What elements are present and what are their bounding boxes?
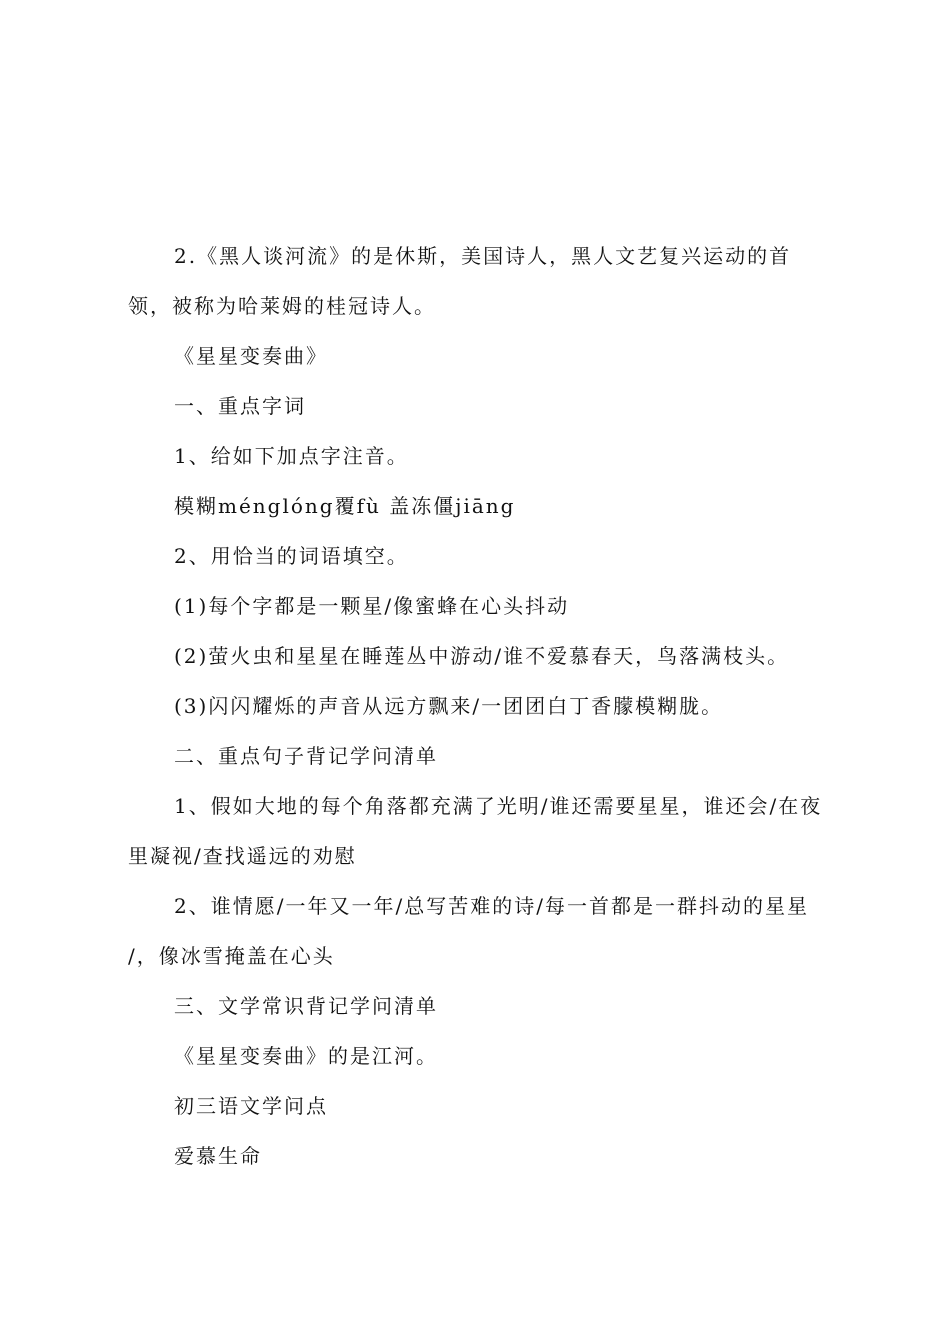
question-line: 2、用恰当的词语填空。 (174, 544, 409, 568)
paragraph-line: 领，被称为哈莱姆的桂冠诗人。 (128, 294, 436, 318)
question-line: 1、给如下加点字注音。 (174, 444, 409, 468)
paragraph-line: 2、谁情愿/一年又一年/总写苦难的诗/每一首都是一群抖动的星星 (174, 894, 809, 918)
paragraph-line: 里凝视/查找遥远的劝慰 (128, 844, 357, 868)
section-title: 《星星变奏曲》 (174, 344, 328, 368)
answer-line: (1)每个字都是一颗星/像蜜蜂在心头抖动 (174, 594, 570, 618)
section-heading: 三、文学常识背记学问清单 (174, 994, 438, 1018)
section-title: 爱慕生命 (174, 1144, 262, 1168)
paragraph-line: 2.《黑人谈河流》的是休斯，美国诗人，黑人文艺复兴运动的首 (174, 244, 792, 268)
answer-line: (2)萤火虫和星星在睡莲丛中游动/谁不爱慕春天，鸟落满枝头。 (174, 644, 790, 668)
section-heading: 二、重点句子背记学问清单 (174, 744, 438, 768)
answer-line: (3)闪闪耀烁的声音从远方飘来/一团团白丁香朦模糊胧。 (174, 694, 724, 718)
paragraph-line: 1、假如大地的每个角落都充满了光明/谁还需要星星，谁还会/在夜 (174, 794, 823, 818)
paragraph-line: /，像冰雪掩盖在心头 (128, 944, 335, 968)
section-heading: 一、重点字词 (174, 394, 306, 418)
paragraph-line: 《星星变奏曲》的是江河。 (174, 1044, 438, 1068)
pinyin-line: 模糊ménglóng覆fù 盖冻僵jiāng (174, 494, 516, 518)
section-title: 初三语文学问点 (174, 1094, 328, 1118)
